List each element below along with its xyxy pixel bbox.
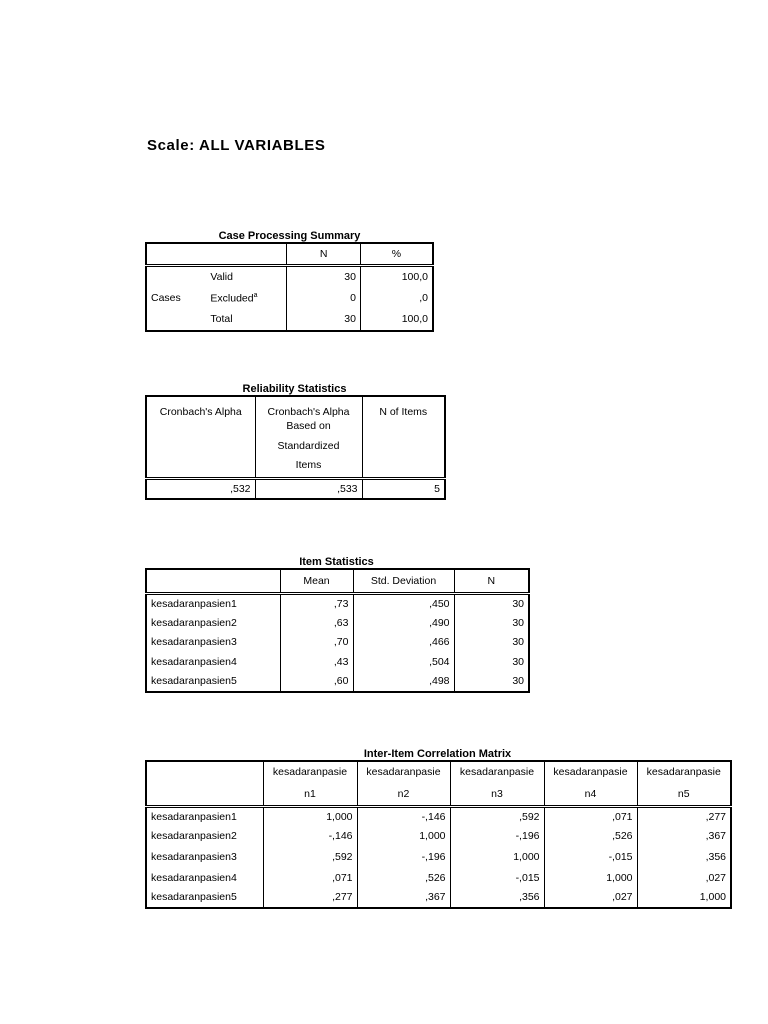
cell-correlation: 1,000 [263, 806, 357, 826]
column-header-n: N [287, 243, 361, 265]
cell-mean: ,60 [280, 672, 353, 692]
cell-correlation: ,027 [544, 888, 637, 908]
cell-correlation: -,146 [357, 806, 450, 826]
table-corner-cell [146, 761, 263, 806]
footnote-marker: a [253, 292, 258, 299]
table-row [146, 265, 433, 287]
column-header-std-deviation: Std. Deviation [353, 569, 454, 593]
cell-standardized-alpha: ,533 [255, 478, 362, 499]
column-header-percent: % [360, 243, 433, 265]
table-row [146, 846, 731, 868]
column-header-item2: kesadaranpasie n2 [357, 761, 450, 806]
reliability-table [145, 395, 446, 500]
table-header-row [146, 396, 445, 478]
column-header-cronbach-alpha: Cronbach's Alpha [146, 396, 255, 478]
column-header-item1: kesadaranpasie n1 [263, 761, 357, 806]
cell-correlation: 1,000 [357, 826, 450, 846]
row-label: kesadaranpasien2 [146, 613, 280, 633]
row-label: Total [206, 309, 287, 331]
table-row [146, 633, 529, 652]
table-corner-cell [146, 569, 280, 593]
row-label: kesadaranpasien1 [146, 593, 280, 613]
cell-correlation: ,526 [544, 826, 637, 846]
table-row [146, 868, 731, 888]
row-label: kesadaranpasien3 [146, 846, 263, 868]
cell-std-deviation: ,490 [353, 613, 454, 633]
item-stats-table [145, 568, 530, 693]
column-header-n: N [454, 569, 529, 593]
cell-cronbach-alpha: ,532 [146, 478, 255, 499]
cell-correlation: ,356 [637, 846, 731, 868]
case-processing-table [145, 242, 434, 332]
cell-std-deviation: ,466 [353, 633, 454, 652]
cell-correlation: ,526 [357, 868, 450, 888]
cell-mean: ,70 [280, 633, 353, 652]
cell-percent: 100,0 [360, 265, 433, 287]
cell-correlation: ,367 [357, 888, 450, 908]
column-header-item5: kesadaranpasie n5 [637, 761, 731, 806]
cell-n: 30 [454, 652, 529, 672]
table-header-row [146, 569, 529, 593]
column-header-item4: kesadaranpasie n4 [544, 761, 637, 806]
cell-correlation: ,277 [637, 806, 731, 826]
row-label: kesadaranpasien5 [146, 888, 263, 908]
table-header-row [146, 761, 731, 806]
table-row [146, 826, 731, 846]
cell-correlation: ,027 [637, 868, 731, 888]
cell-correlation: -,015 [450, 868, 544, 888]
cell-n: 30 [454, 593, 529, 613]
item-stats-caption: Item Statistics [299, 556, 374, 568]
cell-n: 30 [454, 672, 529, 692]
page-title: Scale: ALL VARIABLES [147, 137, 326, 154]
cell-n: 30 [287, 309, 361, 331]
row-label: kesadaranpasien4 [146, 868, 263, 888]
cell-mean: ,73 [280, 593, 353, 613]
cell-correlation: -,015 [544, 846, 637, 868]
cell-correlation: -,196 [357, 846, 450, 868]
cell-n-of-items: 5 [362, 478, 445, 499]
cell-correlation: 1,000 [544, 868, 637, 888]
cell-percent: ,0 [360, 287, 433, 309]
cell-std-deviation: ,498 [353, 672, 454, 692]
reliability-caption: Reliability Statistics [242, 383, 347, 395]
table-row [146, 593, 529, 613]
cell-mean: ,63 [280, 613, 353, 633]
row-label: kesadaranpasien1 [146, 806, 263, 826]
correlation-table [145, 760, 732, 909]
column-header-n-of-items: N of Items [362, 396, 445, 478]
cell-n: 30 [287, 265, 361, 287]
table-corner-cell [146, 243, 287, 265]
cell-correlation: ,592 [263, 846, 357, 868]
cell-correlation: ,367 [637, 826, 731, 846]
cell-correlation: ,071 [544, 806, 637, 826]
table-header-row [146, 243, 433, 265]
column-header-standardized-alpha: Cronbach's Alpha Based on Standardized Items [255, 396, 362, 478]
row-label: Valid [210, 270, 233, 283]
column-header-mean: Mean [280, 569, 353, 593]
cell-correlation: ,277 [263, 888, 357, 908]
cell-correlation: -,196 [450, 826, 544, 846]
cell-std-deviation: ,504 [353, 652, 454, 672]
cell-std-deviation: ,450 [353, 593, 454, 613]
row-label: kesadaranpasien4 [146, 652, 280, 672]
row-label: kesadaranpasien3 [146, 633, 280, 652]
cell-percent: 100,0 [360, 309, 433, 331]
row-label: kesadaranpasien2 [146, 826, 263, 846]
table-row [146, 613, 529, 633]
table-row [146, 888, 731, 908]
case-processing-caption: Case Processing Summary [218, 230, 361, 242]
table-row [146, 672, 529, 692]
table-row [146, 652, 529, 672]
cell-n: 30 [454, 633, 529, 652]
correlation-caption: Inter-Item Correlation Matrix [363, 748, 512, 760]
cell-n: 30 [454, 613, 529, 633]
table-row [146, 478, 445, 499]
cell-n: 0 [287, 287, 361, 309]
row-label: kesadaranpasien5 [146, 672, 280, 692]
cell-correlation: 1,000 [637, 888, 731, 908]
row-group-label: Cases [146, 265, 206, 331]
cell-correlation: ,592 [450, 806, 544, 826]
cell-correlation: 1,000 [450, 846, 544, 868]
cell-correlation: -,146 [263, 826, 357, 846]
table-row [146, 806, 731, 826]
cell-correlation: ,071 [263, 868, 357, 888]
column-header-item3: kesadaranpasie n3 [450, 761, 544, 806]
cell-mean: ,43 [280, 652, 353, 672]
cell-correlation: ,356 [450, 888, 544, 908]
row-label: Excluded$^a$ [210, 292, 258, 305]
